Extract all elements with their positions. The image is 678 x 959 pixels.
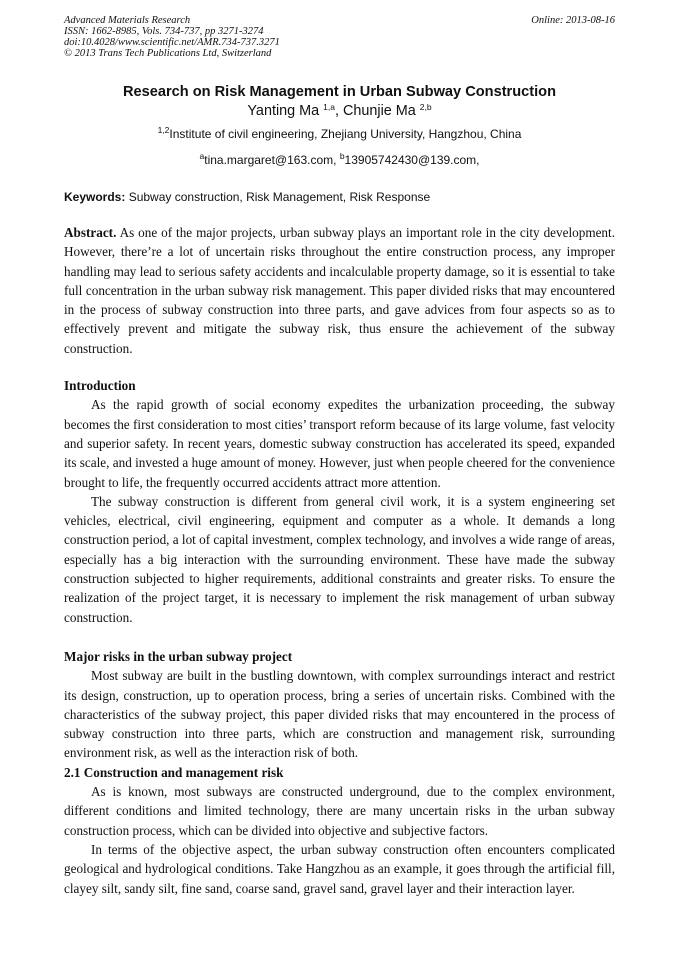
email-b-sup: b	[339, 151, 345, 161]
keywords-label: Keywords:	[64, 190, 126, 204]
author-line	[64, 101, 615, 121]
keywords-text: Subway construction, Risk Management, Risk Response	[125, 190, 431, 204]
author-emails	[64, 152, 615, 168]
section-2-1-heading: 2.1 Construction and management risk	[64, 764, 284, 780]
paper-title: Research on Risk Management in Urban Subway Construction	[122, 84, 557, 100]
section-2-1-paragraph-2: In terms of the objective aspect, the urban subway construction often encounters complicated geological and hydrological conditions. Take Hangzhou as an example, it goes through the artificial fill, clayey silt, sandy silt, fine sand, coarse sand, gravel sand, gravel layer and their interaction layer.	[64, 841, 615, 896]
author-2-sup: 2,b	[419, 102, 432, 112]
author-1-name: Yanting Ma	[247, 103, 320, 119]
paper-page	[64, 15, 615, 898]
section-2-1-paragraph-1: As is known, most subways are constructed underground, due to the complex environment, different conditions and limited technology, there are many uncertain risks in the urban subway construction process, which can be divided into objective and subjective factors.	[64, 784, 615, 838]
author-separator: ,	[334, 103, 343, 119]
abstract	[64, 223, 615, 358]
author-2-name: Chunjie Ma	[342, 103, 416, 119]
issn-line: ISSN: 1662-8985, Vols. 734-737, pp 3271-3274	[64, 26, 264, 37]
journal-name: Advanced Materials Research	[64, 15, 191, 26]
journal-header	[64, 15, 615, 59]
introduction-paragraph-1: As the rapid growth of social economy expedites the urbanization proceeding, the subway becomes the first consideration to most cities’ transport reform because of its large volume, fast velocity and superior safety. In recent years, domestic subway construction has accelerated its speed, expanded its scale, and invested a huge amount of money. However, just when people cheered for the convenience brought to life, the frequently occurred accidents attract more attention.	[64, 397, 615, 490]
affiliation-text: Institute of civil engineering, Zhejiang University, Hangzhou, China	[169, 127, 522, 141]
copyright-line: © 2013 Trans Tech Publications Ltd, Switzerland	[64, 48, 272, 59]
major-risks-heading: Major risks in the urban subway project	[64, 648, 293, 664]
author-1-sup: 1,a	[323, 102, 335, 112]
abstract-text: As one of the major projects, urban subway plays an important role in the city development. However, there’re a lot of uncertain risks throughout the entire construction process, any improper handling may lead to serious safety accidents and incalculable property damage, so it is essential to take full concentration in the urban subway risk management. This paper divided risks that may encountered in the process of subway construction into three parts, and gave advices from four aspects so as to effectively prevent and mitigate the subway risk, thus ensure the achievement of the subway construction.	[64, 225, 615, 356]
email-b: 13905742430@139.com,	[344, 153, 480, 167]
major-risks-paragraph-1: Most subway are built in the bustling downtown, with complex surroundings interact and restrict its design, construction, up to operation process, bring a series of uncertain risks. Combined with the characteristics of the subway project, this paper divided risks that may encountered in the process of subway construction into three parts, which are construction and management risk, surrounding environment risk, as well as the interaction risk of both.	[64, 668, 615, 761]
introduction-heading: Introduction	[64, 378, 136, 394]
abstract-label: Abstract.	[64, 225, 117, 240]
introduction-paragraph-2: The subway construction is different from general civil work, it is a system engineering set vehicles, electrical, civil engineering, equipment and computer as a whole. It demands a long construction period, a lot of capital investment, complex technology, and involves a wide range of areas, especially has a big interaction with the surrounding environment. These have made the subway construction subjected to higher requirements, additional constraints and greater risks. To ensure the realization of the project target, it is necessary to implement the risk management of urban subway construction.	[64, 493, 616, 625]
affiliation-sup: 1,2	[157, 125, 170, 135]
online-date: Online: 2013-08-16	[531, 15, 615, 26]
email-a: tina.margaret@163.com,	[204, 153, 340, 167]
email-a-sup: a	[199, 151, 205, 161]
doi-line: doi:10.4028/www.scientific.net/AMR.734-737.3271	[64, 37, 280, 48]
affiliation	[64, 126, 615, 142]
keywords	[64, 189, 615, 205]
